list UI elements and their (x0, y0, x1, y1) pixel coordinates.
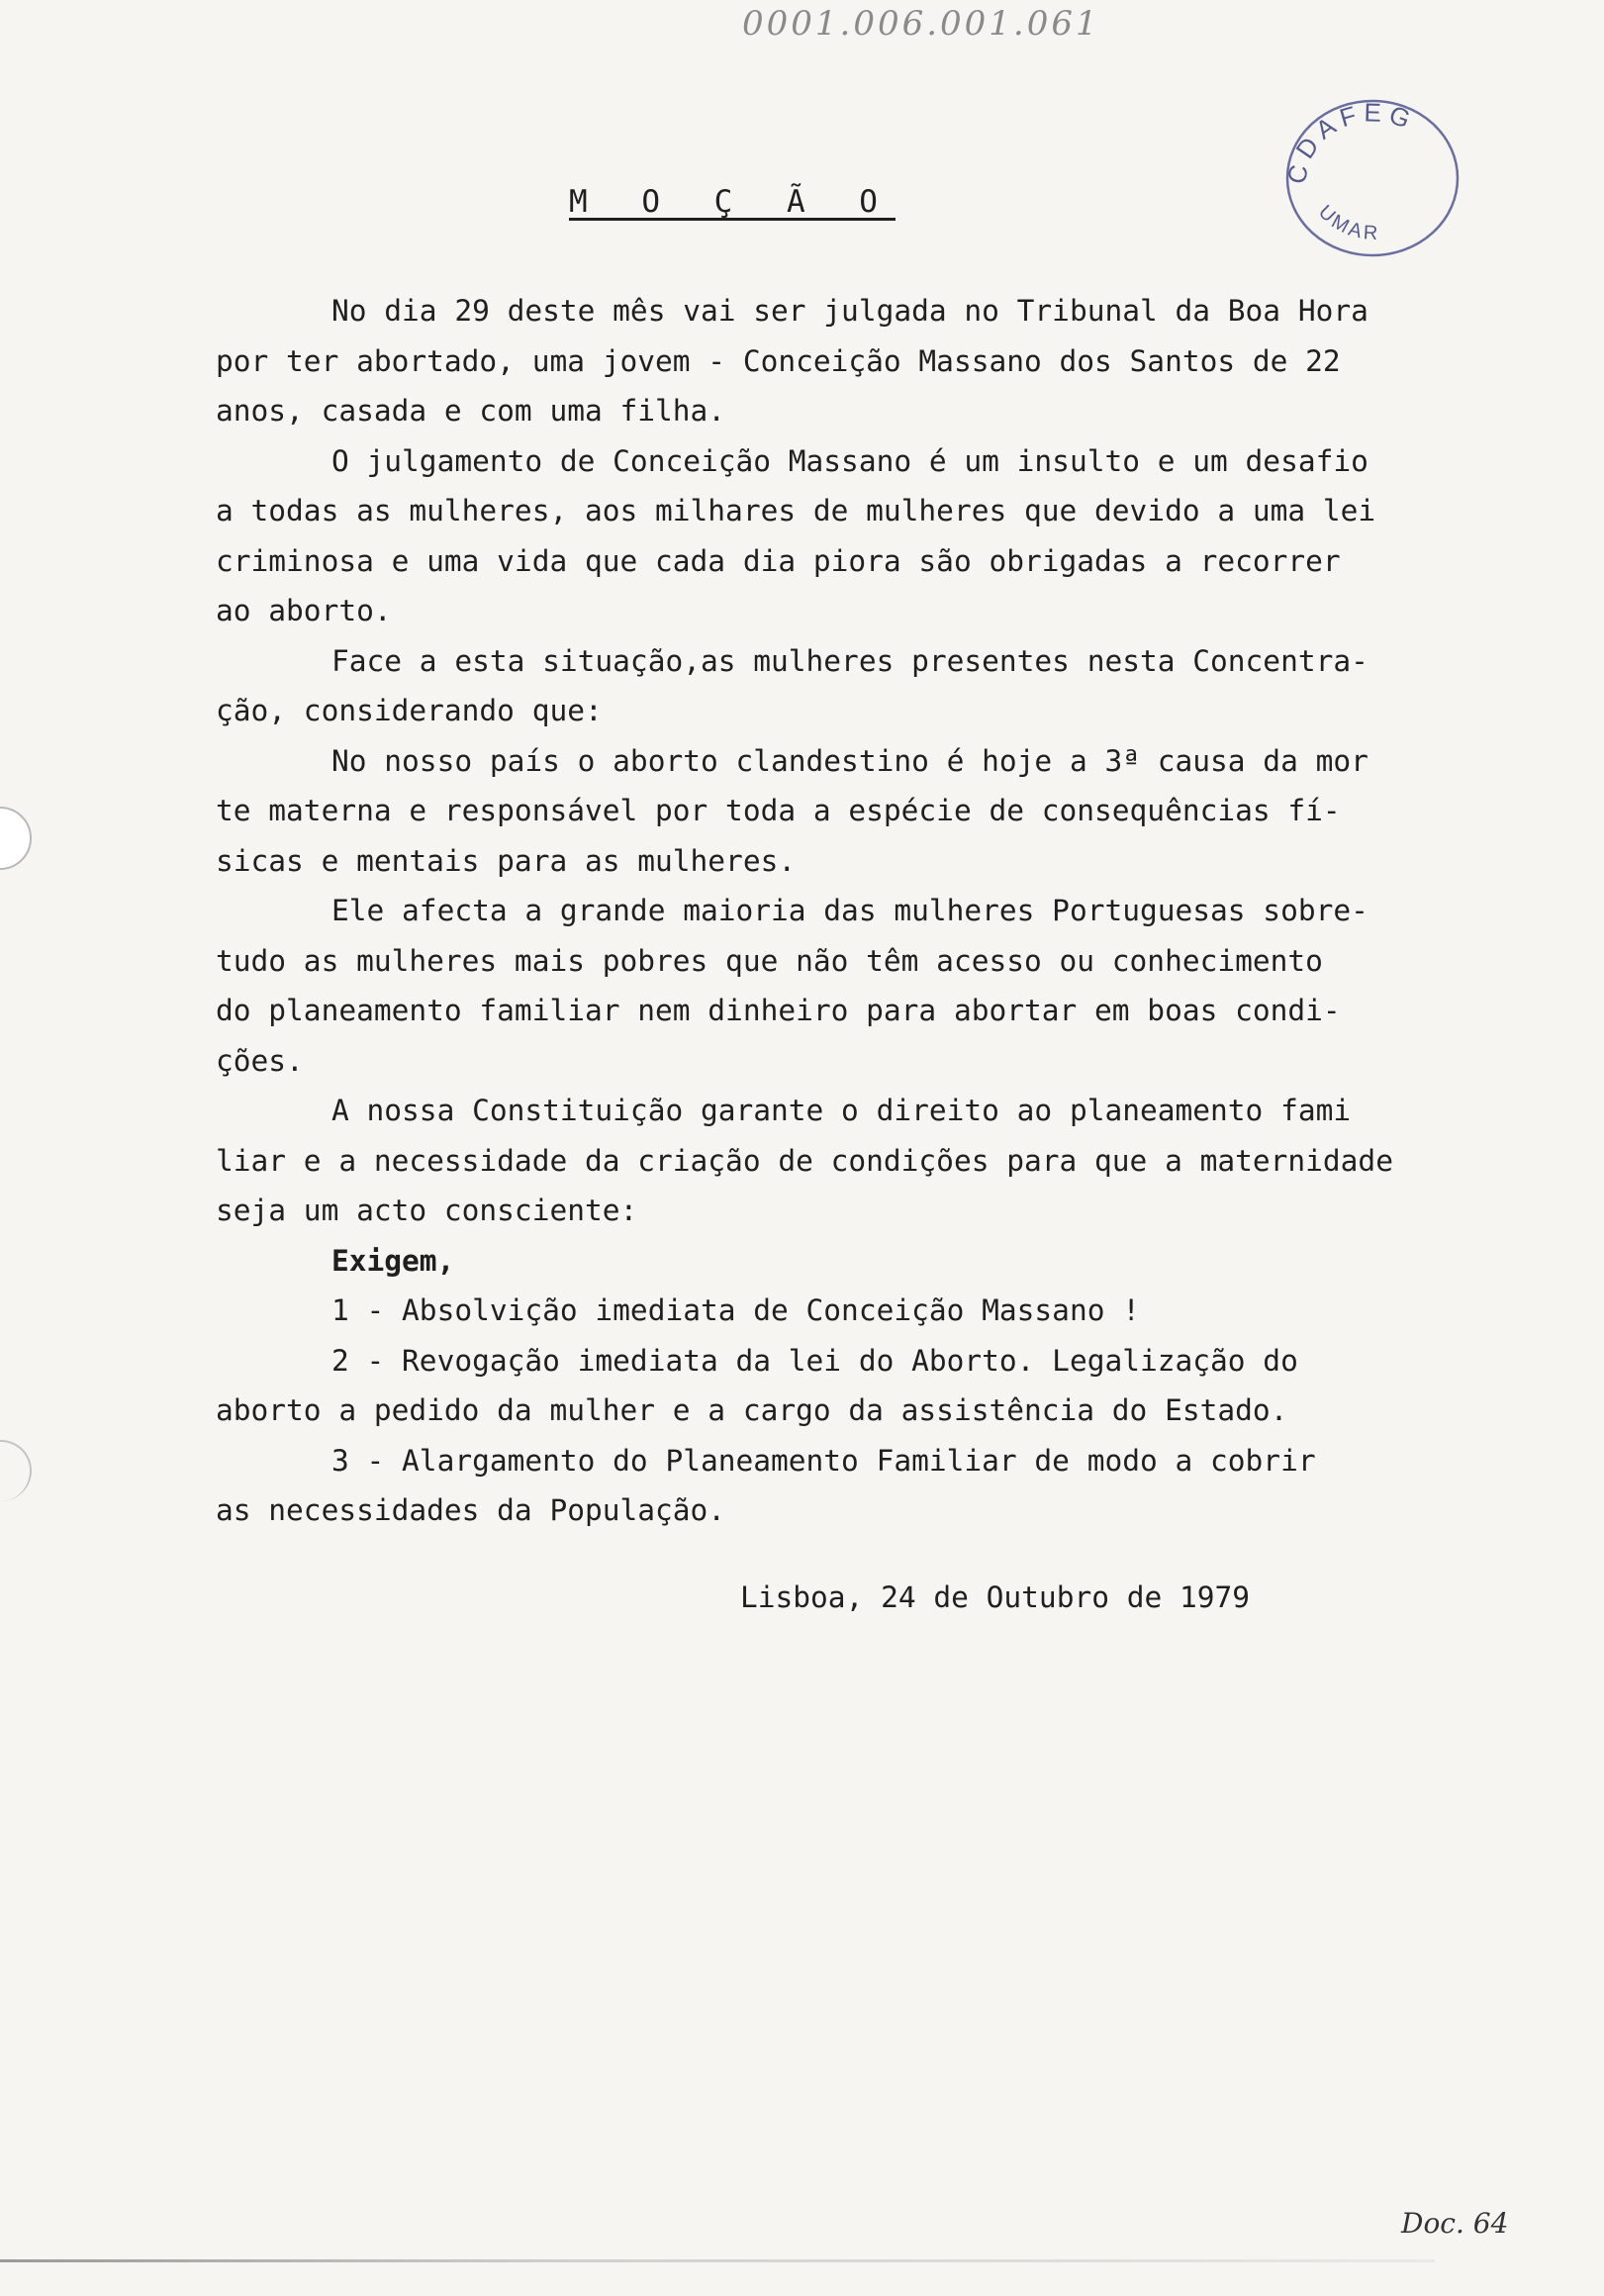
punch-hole (0, 1440, 32, 1501)
body-line: te materna e responsável por toda a espécie de consequências fí- (216, 794, 1341, 827)
body-line: Face a esta situação,as mulheres presentes nesta Concentra- (331, 643, 1368, 678)
body-line: No dia 29 deste mês vai ser julgada no Tribunal da Boa Hora (331, 294, 1368, 328)
body-line: Ele afecta a grande maioria das mulheres Portuguesas sobre- (331, 894, 1368, 927)
demands-heading: Exigem, (331, 1243, 455, 1278)
body-line: por ter abortado, uma jovem - Conceição Massano dos Santos de 22 (216, 343, 1341, 378)
svg-text:CDAFEG (1281, 97, 1420, 186)
stamp-bottom-text: UMAR (1314, 201, 1381, 245)
body-line: a todas as mulheres, aos milhares de mulheres que devido a uma lei (216, 494, 1376, 527)
body-line: liar e a necessidade da criação de condições para que a maternidade (216, 1143, 1393, 1178)
svg-text:UMAR (1314, 201, 1381, 244)
body-line: tudo as mulheres mais pobres que não têm acesso ou conhecimento (216, 943, 1323, 978)
body-line: criminosa e uma vida que cada dia piora são obrigadas a recorrer (216, 543, 1341, 578)
body-line: No nosso país o aborto clandestino é hoje a 3ª causa da mor (331, 743, 1368, 778)
body-line: ao aborto. (216, 594, 392, 627)
demand-item: 1 - Absolvição imediata de Conceição Massano ! (331, 1293, 1140, 1327)
body-line: anos, casada e com uma filha. (216, 394, 726, 428)
body-line: ção, considerando que: (216, 694, 603, 727)
body-line: seja um acto consciente: (216, 1194, 638, 1227)
demand-item-continuation: as necessidades da População. (216, 1493, 726, 1527)
demand-item-continuation: aborto a pedido da mulher e a cargo da assistência do Estado. (216, 1393, 1288, 1427)
page-edge-mark (0, 2259, 1435, 2262)
body-line: sicas e mentais para as mulheres. (216, 843, 797, 878)
body-line: O julgamento de Conceição Massano é um insulto e um desafio (331, 443, 1368, 478)
archive-reference-number: 0001.006.001.061 (742, 4, 1100, 44)
document-number: Doc. 64 (1401, 2207, 1509, 2240)
demand-item: 3 - Alargamento do Planeamento Familiar de modo a cobrir (331, 1443, 1316, 1478)
archive-stamp (1278, 94, 1466, 262)
body-line: A nossa Constituição garante o direito ao planeamento fami (331, 1094, 1352, 1127)
body-line: do planeamento familiar nem dinheiro para abortar em boas condi- (216, 994, 1341, 1027)
place-and-date: Lisboa, 24 de Outubro de 1979 (740, 1580, 1251, 1614)
document-title: M O Ç Ã O (569, 184, 896, 220)
punch-hole (0, 807, 32, 870)
stamp-top-text: CDAFEG (1281, 97, 1421, 186)
demand-item: 2 - Revogação imediata da lei do Aborto. Legalização do (331, 1343, 1298, 1378)
motion-body (216, 286, 1542, 1536)
body-line: ções. (216, 1043, 304, 1078)
